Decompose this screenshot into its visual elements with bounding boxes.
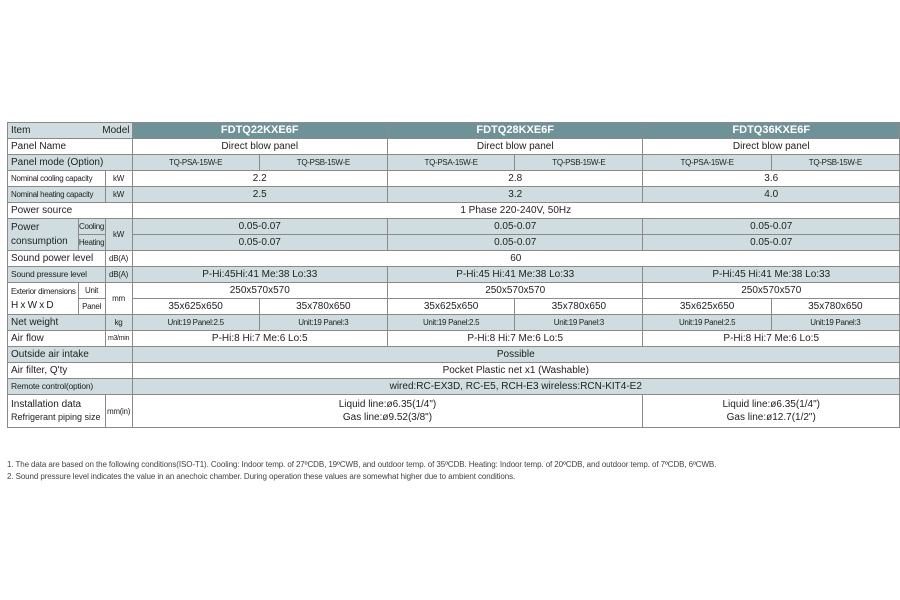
piping-liquid-b: Liquid line:ø6.35(1/4") [722, 399, 820, 410]
sound-pressure-value-2: P-Hi:45 Hi:41 Me:38 Lo:33 [387, 267, 643, 283]
row-power-consumption-cooling [8, 219, 900, 235]
piping-value-3 [643, 395, 900, 428]
sound-pressure-value-1: P-Hi:45Hi:41 Me:38 Lo:33 [132, 267, 387, 283]
outside-air-value: Possible [132, 347, 900, 363]
row-remote [8, 379, 900, 395]
nominal-cooling-value-2: 2.8 [387, 171, 643, 187]
footnote-2: 2. Sound pressure level indicates the value in an anechoic chamber. During operation these values are somewhat higher due to ambient conditions. [7, 472, 516, 481]
net-weight-a: Unit:19 Panel:2.5 [132, 315, 259, 331]
exterior-panel-a: 35x625x650 [643, 299, 771, 315]
footnotes [7, 459, 716, 483]
net-weight-b: Unit:19 Panel:3 [771, 315, 899, 331]
air-filter-label: Air filter, Q'ty [8, 363, 133, 379]
row-model [8, 123, 900, 139]
nominal-heating-value-1: 2.5 [132, 187, 387, 203]
piping-liquid-a: Liquid line:ø6.35(1/4") [338, 399, 437, 410]
panel-name-value-3: Direct blow panel [643, 139, 900, 155]
exterior-sub-panel: Panel [78, 299, 105, 315]
panel-mode-option-b: TQ-PSB-15W-E [771, 155, 899, 171]
model-header-2: FDTQ28KXE6F [387, 123, 643, 139]
remote-label: Remote control(option) [8, 379, 133, 395]
item-model-cell [8, 123, 133, 139]
piping-gas-b: Gas line:ø12.7(1/2") [726, 412, 816, 423]
power-consumption-heating-2: 0.05-0.07 [387, 235, 643, 251]
power-consumption-unit: kW [105, 219, 132, 251]
air-flow-value-1: P-Hi:8 Hi:7 Me:6 Lo:5 [132, 331, 387, 347]
row-panel-mode [8, 155, 900, 171]
outside-air-label: Outside air intake [8, 347, 133, 363]
model-header-3: FDTQ36KXE6F [643, 123, 900, 139]
row-panel-name [8, 139, 900, 155]
panel-name-label: Panel Name [8, 139, 133, 155]
sound-pressure-unit: dB(A) [105, 267, 132, 283]
sound-power-unit: dB(A) [105, 251, 132, 267]
nominal-heating-value-2: 3.2 [387, 187, 643, 203]
row-sound-power [8, 251, 900, 267]
row-outside-air [8, 347, 900, 363]
nominal-heating-unit: kW [105, 187, 132, 203]
panel-mode-option-a: TQ-PSA-15W-E [132, 155, 259, 171]
row-net-weight [8, 315, 900, 331]
exterior-panel-b: 35x780x650 [515, 299, 643, 315]
net-weight-label: Net weight [8, 315, 106, 331]
row-sound-pressure [8, 267, 900, 283]
exterior-unit: mm [105, 283, 132, 315]
exterior-panel-b: 35x780x650 [259, 299, 387, 315]
exterior-panel-b: 35x780x650 [771, 299, 899, 315]
exterior-sub-unit: Unit [78, 283, 105, 299]
panel-name-value-2: Direct blow panel [387, 139, 643, 155]
power-consumption-cooling-3: 0.05-0.07 [643, 219, 900, 235]
sound-power-label: Sound power level [8, 251, 106, 267]
panel-mode-label: Panel mode (Option) [8, 155, 133, 171]
net-weight-a: Unit:19 Panel:2.5 [643, 315, 771, 331]
panel-name-value-1: Direct blow panel [132, 139, 387, 155]
row-piping [8, 395, 900, 428]
nominal-cooling-label: Nominal cooling capacity [8, 171, 106, 187]
power-consumption-cooling-2: 0.05-0.07 [387, 219, 643, 235]
nominal-cooling-unit: kW [105, 171, 132, 187]
power-consumption-sub-cooling: Cooling [78, 219, 105, 235]
row-power-consumption-heating [8, 235, 900, 251]
row-power-source [8, 203, 900, 219]
air-flow-value-2: P-Hi:8 Hi:7 Me:6 Lo:5 [387, 331, 643, 347]
power-consumption-label-line2: consumption [11, 235, 68, 247]
model-header-1: FDTQ22KXE6F [132, 123, 387, 139]
sound-pressure-value-3: P-Hi:45 Hi:41 Me:38 Lo:33 [643, 267, 900, 283]
exterior-panel-a: 35x625x650 [132, 299, 259, 315]
exterior-label [8, 283, 79, 315]
panel-mode-option-b: TQ-PSB-15W-E [259, 155, 387, 171]
row-exterior-unit [8, 283, 900, 299]
remote-value: wired:RC-EX3D, RC-E5, RCH-E3 wireless:RCN-KIT4-E2 [132, 379, 900, 395]
net-weight-a: Unit:19 Panel:2.5 [387, 315, 514, 331]
piping-value-1-2 [132, 395, 643, 428]
power-source-value: 1 Phase 220-240V, 50Hz [132, 203, 900, 219]
sound-pressure-label: Sound pressure level [8, 267, 106, 283]
row-air-filter [8, 363, 900, 379]
piping-unit: mm(in) [105, 395, 132, 428]
row-air-flow [8, 331, 900, 347]
net-weight-b: Unit:19 Panel:3 [259, 315, 387, 331]
power-consumption-sub-heating: Heating [78, 235, 105, 251]
panel-mode-option-a: TQ-PSA-15W-E [387, 155, 514, 171]
row-exterior-panel [8, 299, 900, 315]
exterior-label-line2: H x W x D [11, 299, 54, 311]
row-nominal-cooling [8, 171, 900, 187]
exterior-unit-value-3: 250x570x570 [643, 283, 900, 299]
air-flow-value-3: P-Hi:8 Hi:7 Me:6 Lo:5 [643, 331, 900, 347]
footnote-1: 1. The data are based on the following conditions(ISO-T1). Cooling: Indoor temp. of 27ºCDB, 19ºCWB, and outdoor temp. of 35ºCDB. Heating: Indoor temp. of 20ºCDB, and outdoor temp. of 7ºCDB, 6ºCWB. [7, 460, 717, 469]
panel-mode-option-b: TQ-PSB-15W-E [515, 155, 643, 171]
piping-label-line1: Installation data [11, 399, 82, 410]
panel-mode-option-a: TQ-PSA-15W-E [643, 155, 771, 171]
piping-label [8, 395, 106, 428]
exterior-unit-value-2: 250x570x570 [387, 283, 643, 299]
power-consumption-label-line1: Power [11, 221, 40, 233]
exterior-label-line1: Exterior dimensions [11, 286, 76, 296]
sound-power-value: 60 [132, 251, 900, 267]
air-filter-value: Pocket Plastic net x1 (Washable) [132, 363, 900, 379]
nominal-heating-value-3: 4.0 [643, 187, 900, 203]
nominal-cooling-value-1: 2.2 [132, 171, 387, 187]
air-flow-unit: m3/min [105, 331, 132, 347]
piping-gas-a: Gas line:ø9.52(3/8") [342, 412, 433, 423]
power-consumption-heating-1: 0.05-0.07 [132, 235, 387, 251]
power-consumption-label [8, 219, 79, 251]
model-label: Model [102, 125, 130, 136]
item-label: Item [11, 125, 31, 136]
power-consumption-heating-3: 0.05-0.07 [643, 235, 900, 251]
power-consumption-cooling-1: 0.05-0.07 [132, 219, 387, 235]
nominal-heating-label: Nominal heating capacity [8, 187, 106, 203]
exterior-panel-a: 35x625x650 [387, 299, 514, 315]
piping-label-line2: Refrigerant piping size [11, 412, 101, 422]
power-source-label: Power source [8, 203, 133, 219]
net-weight-b: Unit:19 Panel:3 [515, 315, 643, 331]
air-flow-label: Air flow [8, 331, 106, 347]
spec-table [7, 122, 900, 428]
nominal-cooling-value-3: 3.6 [643, 171, 900, 187]
row-nominal-heating [8, 187, 900, 203]
exterior-unit-value-1: 250x570x570 [132, 283, 387, 299]
net-weight-unit: kg [105, 315, 132, 331]
